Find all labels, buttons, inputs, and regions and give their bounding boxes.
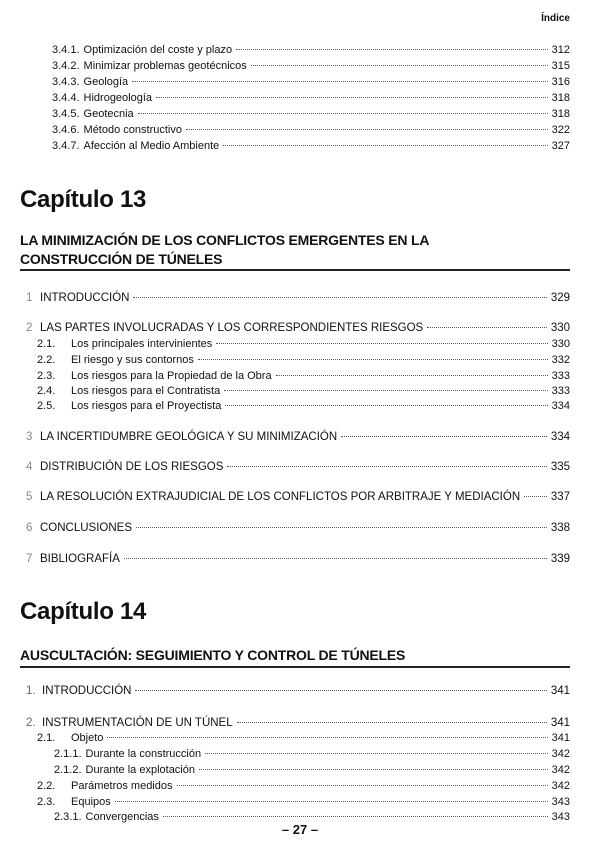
toc-entry[interactable] bbox=[37, 353, 570, 367]
dot-leader bbox=[341, 436, 547, 437]
chapter-13-subtitle-line-2: CONSTRUCCIÓN DE TÚNELES bbox=[20, 251, 223, 267]
toc-entry[interactable] bbox=[26, 490, 570, 504]
entry-page: 322 bbox=[551, 124, 570, 136]
entry-number: 2 bbox=[26, 322, 33, 334]
entry-page: 330 bbox=[550, 322, 570, 334]
entry-number: 2.2. bbox=[37, 780, 56, 792]
toc-entry[interactable] bbox=[54, 763, 570, 777]
dot-leader bbox=[251, 65, 548, 66]
entry-page: 341 bbox=[550, 685, 570, 697]
chapter-13-heading: Capítulo 13 bbox=[20, 186, 147, 213]
dot-leader bbox=[107, 737, 547, 738]
entry-title: El riesgo y sus contornos bbox=[71, 354, 194, 366]
entry-page: 312 bbox=[551, 44, 570, 56]
entry-number: 2.3. bbox=[37, 796, 56, 808]
chapter-14-divider bbox=[20, 666, 570, 668]
entry-number: 2.3. bbox=[37, 370, 56, 382]
entry-title: INTRODUCCIÓN bbox=[42, 685, 132, 697]
toc-entry[interactable] bbox=[37, 399, 570, 413]
entry-page: 315 bbox=[551, 60, 570, 72]
dot-leader bbox=[237, 722, 547, 723]
entry-number: 2.1.1. bbox=[54, 748, 82, 760]
entry-number: 3.4.6. bbox=[52, 124, 80, 136]
entry-number: 3.4.7. bbox=[52, 140, 80, 152]
entry-title: CONCLUSIONES bbox=[40, 522, 133, 534]
entry-number: 3.4.1. bbox=[52, 44, 80, 56]
entry-page: 327 bbox=[551, 140, 570, 152]
entry-page: 334 bbox=[550, 431, 570, 443]
entry-title: Durante la explotación bbox=[85, 764, 195, 776]
dot-leader bbox=[236, 49, 548, 50]
dot-leader bbox=[133, 297, 546, 298]
entry-page: 333 bbox=[551, 370, 570, 382]
chapter-14-subtitle: AUSCULTACIÓN: SEGUIMIENTO Y CONTROL DE TÚNELES bbox=[20, 647, 406, 663]
dot-leader bbox=[177, 785, 548, 786]
entry-number: 1. bbox=[26, 685, 36, 697]
entry-title: Minimizar problemas geotécnicos bbox=[83, 60, 247, 72]
dot-leader bbox=[132, 81, 547, 82]
toc-entry[interactable] bbox=[52, 43, 570, 57]
entry-title: DISTRIBUCIÓN DE LOS RIESGOS bbox=[40, 461, 224, 473]
entry-page: 337 bbox=[550, 491, 570, 503]
dot-leader bbox=[136, 527, 547, 528]
entry-title: Geología bbox=[83, 76, 129, 88]
dot-leader bbox=[225, 405, 547, 406]
entry-page: 342 bbox=[551, 764, 570, 776]
dot-leader bbox=[223, 145, 547, 146]
dot-leader bbox=[115, 801, 548, 802]
entry-page: 316 bbox=[551, 76, 570, 88]
dot-leader bbox=[224, 390, 547, 391]
entry-number: 1 bbox=[26, 292, 33, 304]
toc-entry[interactable] bbox=[52, 59, 570, 73]
chapter-13-subtitle-line-1: LA MINIMIZACIÓN DE LOS CONFLICTOS EMERGENTES EN LA bbox=[20, 232, 430, 248]
entry-title: Los riesgos para el Proyectista bbox=[71, 400, 222, 412]
entry-title: BIBLIOGRAFÍA bbox=[40, 553, 120, 565]
dot-leader bbox=[163, 816, 548, 817]
dot-leader bbox=[216, 343, 547, 344]
entry-number: 2.3.1. bbox=[54, 811, 82, 823]
entry-title: Parámetros medidos bbox=[71, 780, 173, 792]
dot-leader bbox=[427, 327, 547, 328]
toc-entry[interactable] bbox=[26, 552, 570, 566]
entry-number: 3.4.5. bbox=[52, 108, 80, 120]
entry-number: 2.1. bbox=[37, 338, 56, 350]
entry-page: 330 bbox=[551, 338, 570, 350]
toc-entry[interactable] bbox=[52, 139, 570, 153]
dot-leader bbox=[198, 359, 548, 360]
dot-leader bbox=[205, 753, 548, 754]
entry-page: 329 bbox=[550, 292, 570, 304]
entry-title: INSTRUMENTACIÓN DE UN TÚNEL bbox=[42, 717, 233, 729]
entry-page: 335 bbox=[550, 461, 570, 473]
entry-page: 341 bbox=[550, 717, 570, 729]
toc-entry[interactable] bbox=[37, 384, 570, 398]
entry-number: 2.1.2. bbox=[54, 764, 82, 776]
dot-leader bbox=[524, 496, 547, 497]
entry-page: 338 bbox=[550, 522, 570, 534]
toc-entry[interactable] bbox=[26, 460, 570, 474]
entry-number: 2. bbox=[26, 717, 36, 729]
dot-leader bbox=[135, 690, 546, 691]
entry-title: INTRODUCCIÓN bbox=[40, 292, 130, 304]
entry-title: Optimización del coste y plazo bbox=[83, 44, 233, 56]
dot-leader bbox=[199, 769, 548, 770]
entry-title: Geotecnia bbox=[83, 108, 134, 120]
entry-page: 343 bbox=[551, 796, 570, 808]
toc-entry[interactable] bbox=[52, 91, 570, 105]
entry-page: 343 bbox=[551, 811, 570, 823]
entry-number: 4 bbox=[26, 461, 33, 473]
entry-number: 2.1. bbox=[37, 732, 56, 744]
entry-number: 3.4.4. bbox=[52, 92, 80, 104]
toc-entry[interactable] bbox=[26, 521, 570, 535]
entry-number: 7 bbox=[26, 553, 33, 565]
entry-title: Objeto bbox=[71, 732, 104, 744]
entry-number: 2.5. bbox=[37, 400, 56, 412]
entry-title: Los principales intervinientes bbox=[71, 338, 213, 350]
toc-entry[interactable] bbox=[52, 123, 570, 137]
entry-number: 3.4.2. bbox=[52, 60, 80, 72]
entry-page: 339 bbox=[550, 553, 570, 565]
chapter-13-divider bbox=[20, 269, 570, 271]
chapter-14-heading: Capítulo 14 bbox=[20, 598, 147, 625]
chapter-13-subtitle bbox=[20, 231, 570, 269]
entry-number: 3.4.3. bbox=[52, 76, 80, 88]
page-number: – 27 – bbox=[281, 822, 319, 837]
entry-title: Los riesgos para la Propiedad de la Obra bbox=[71, 370, 272, 382]
entry-number: 6 bbox=[26, 522, 33, 534]
dot-leader bbox=[186, 129, 548, 130]
dot-leader bbox=[138, 113, 548, 114]
toc-entry[interactable] bbox=[54, 747, 570, 761]
entry-title: LA RESOLUCIÓN EXTRAJUDICIAL DE LOS CONFLICTOS POR ARBITRAJE Y MEDIACIÓN bbox=[40, 491, 521, 503]
entry-title: Método constructivo bbox=[83, 124, 182, 136]
entry-number: 3 bbox=[26, 431, 33, 443]
toc-entry[interactable] bbox=[26, 321, 570, 335]
entry-page: 334 bbox=[551, 400, 570, 412]
toc-entry[interactable] bbox=[26, 430, 570, 444]
dot-leader bbox=[124, 558, 547, 559]
entry-title: Equipos bbox=[71, 796, 111, 808]
entry-number: 2.4. bbox=[37, 385, 56, 397]
dot-leader bbox=[276, 375, 548, 376]
entry-page: 341 bbox=[551, 732, 570, 744]
entry-page: 342 bbox=[551, 780, 570, 792]
toc-entry[interactable] bbox=[37, 779, 570, 793]
toc-entry[interactable] bbox=[26, 291, 570, 305]
toc-entry[interactable] bbox=[37, 731, 570, 745]
entry-page: 318 bbox=[551, 108, 570, 120]
entry-title: Convergencias bbox=[85, 811, 159, 823]
entry-page: 333 bbox=[551, 385, 570, 397]
entry-title: LAS PARTES INVOLUCRADAS Y LOS CORRESPONDIENTES RIESGOS bbox=[40, 322, 424, 334]
toc-entry[interactable] bbox=[52, 75, 570, 89]
toc-entry[interactable] bbox=[37, 369, 570, 383]
toc-entry[interactable] bbox=[37, 795, 570, 809]
entry-title: Afección al Medio Ambiente bbox=[83, 140, 220, 152]
dot-leader bbox=[156, 97, 548, 98]
entry-title: LA INCERTIDUMBRE GEOLÓGICA Y SU MINIMIZACIÓN bbox=[40, 431, 338, 443]
toc-entry[interactable] bbox=[26, 716, 570, 730]
index-header-label: Índice bbox=[541, 13, 570, 24]
toc-entry[interactable] bbox=[52, 107, 570, 121]
entry-title: Hidrogeología bbox=[83, 92, 153, 104]
entry-page: 332 bbox=[551, 354, 570, 366]
toc-entry[interactable] bbox=[37, 337, 570, 351]
entry-title: Los riesgos para el Contratista bbox=[71, 385, 221, 397]
entry-page: 318 bbox=[551, 92, 570, 104]
dot-leader bbox=[227, 466, 546, 467]
entry-title: Durante la construcción bbox=[85, 748, 202, 760]
entry-number: 5 bbox=[26, 491, 33, 503]
entry-page: 342 bbox=[551, 748, 570, 760]
toc-entry[interactable] bbox=[26, 684, 570, 698]
entry-number: 2.2. bbox=[37, 354, 56, 366]
